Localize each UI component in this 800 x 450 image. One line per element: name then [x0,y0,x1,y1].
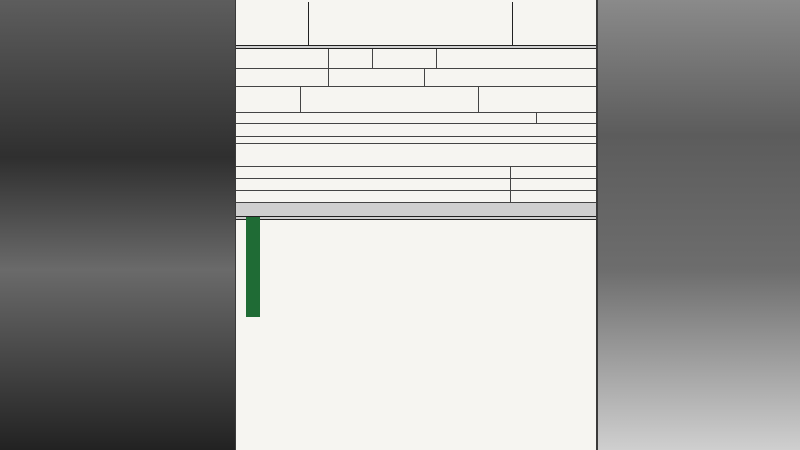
contact-row [236,69,596,87]
part-b-title [236,203,596,217]
q1-amount-field[interactable] [510,167,596,178]
new-regime-row [236,137,596,144]
form-title-block [308,2,513,45]
pan-name-row [236,49,596,69]
part-c-title [236,217,596,220]
email-field[interactable] [328,69,424,86]
seventh-proviso-row [236,144,596,167]
aadhaar-field[interactable] [436,49,596,68]
notice-row [236,124,596,137]
address-field[interactable] [424,69,596,86]
q3-row [236,191,596,203]
salary-band [246,217,260,317]
q2-row [236,179,596,191]
filing-section-row [236,87,596,113]
dob-field[interactable] [372,49,436,68]
itr-name [262,8,302,10]
q2-amount-field[interactable] [510,179,596,190]
filed-options[interactable] [300,87,478,112]
revised-row [236,113,596,124]
form-header [236,0,596,46]
revised-date-field[interactable] [536,113,596,123]
assessment-year-block [516,2,594,20]
background-left [0,0,235,450]
itr-form-document [236,0,596,450]
q3-amount-field[interactable] [510,191,596,202]
name-field[interactable] [328,49,372,68]
nature-employment[interactable] [478,87,596,112]
background-right [598,0,800,450]
q1-row [236,167,596,179]
